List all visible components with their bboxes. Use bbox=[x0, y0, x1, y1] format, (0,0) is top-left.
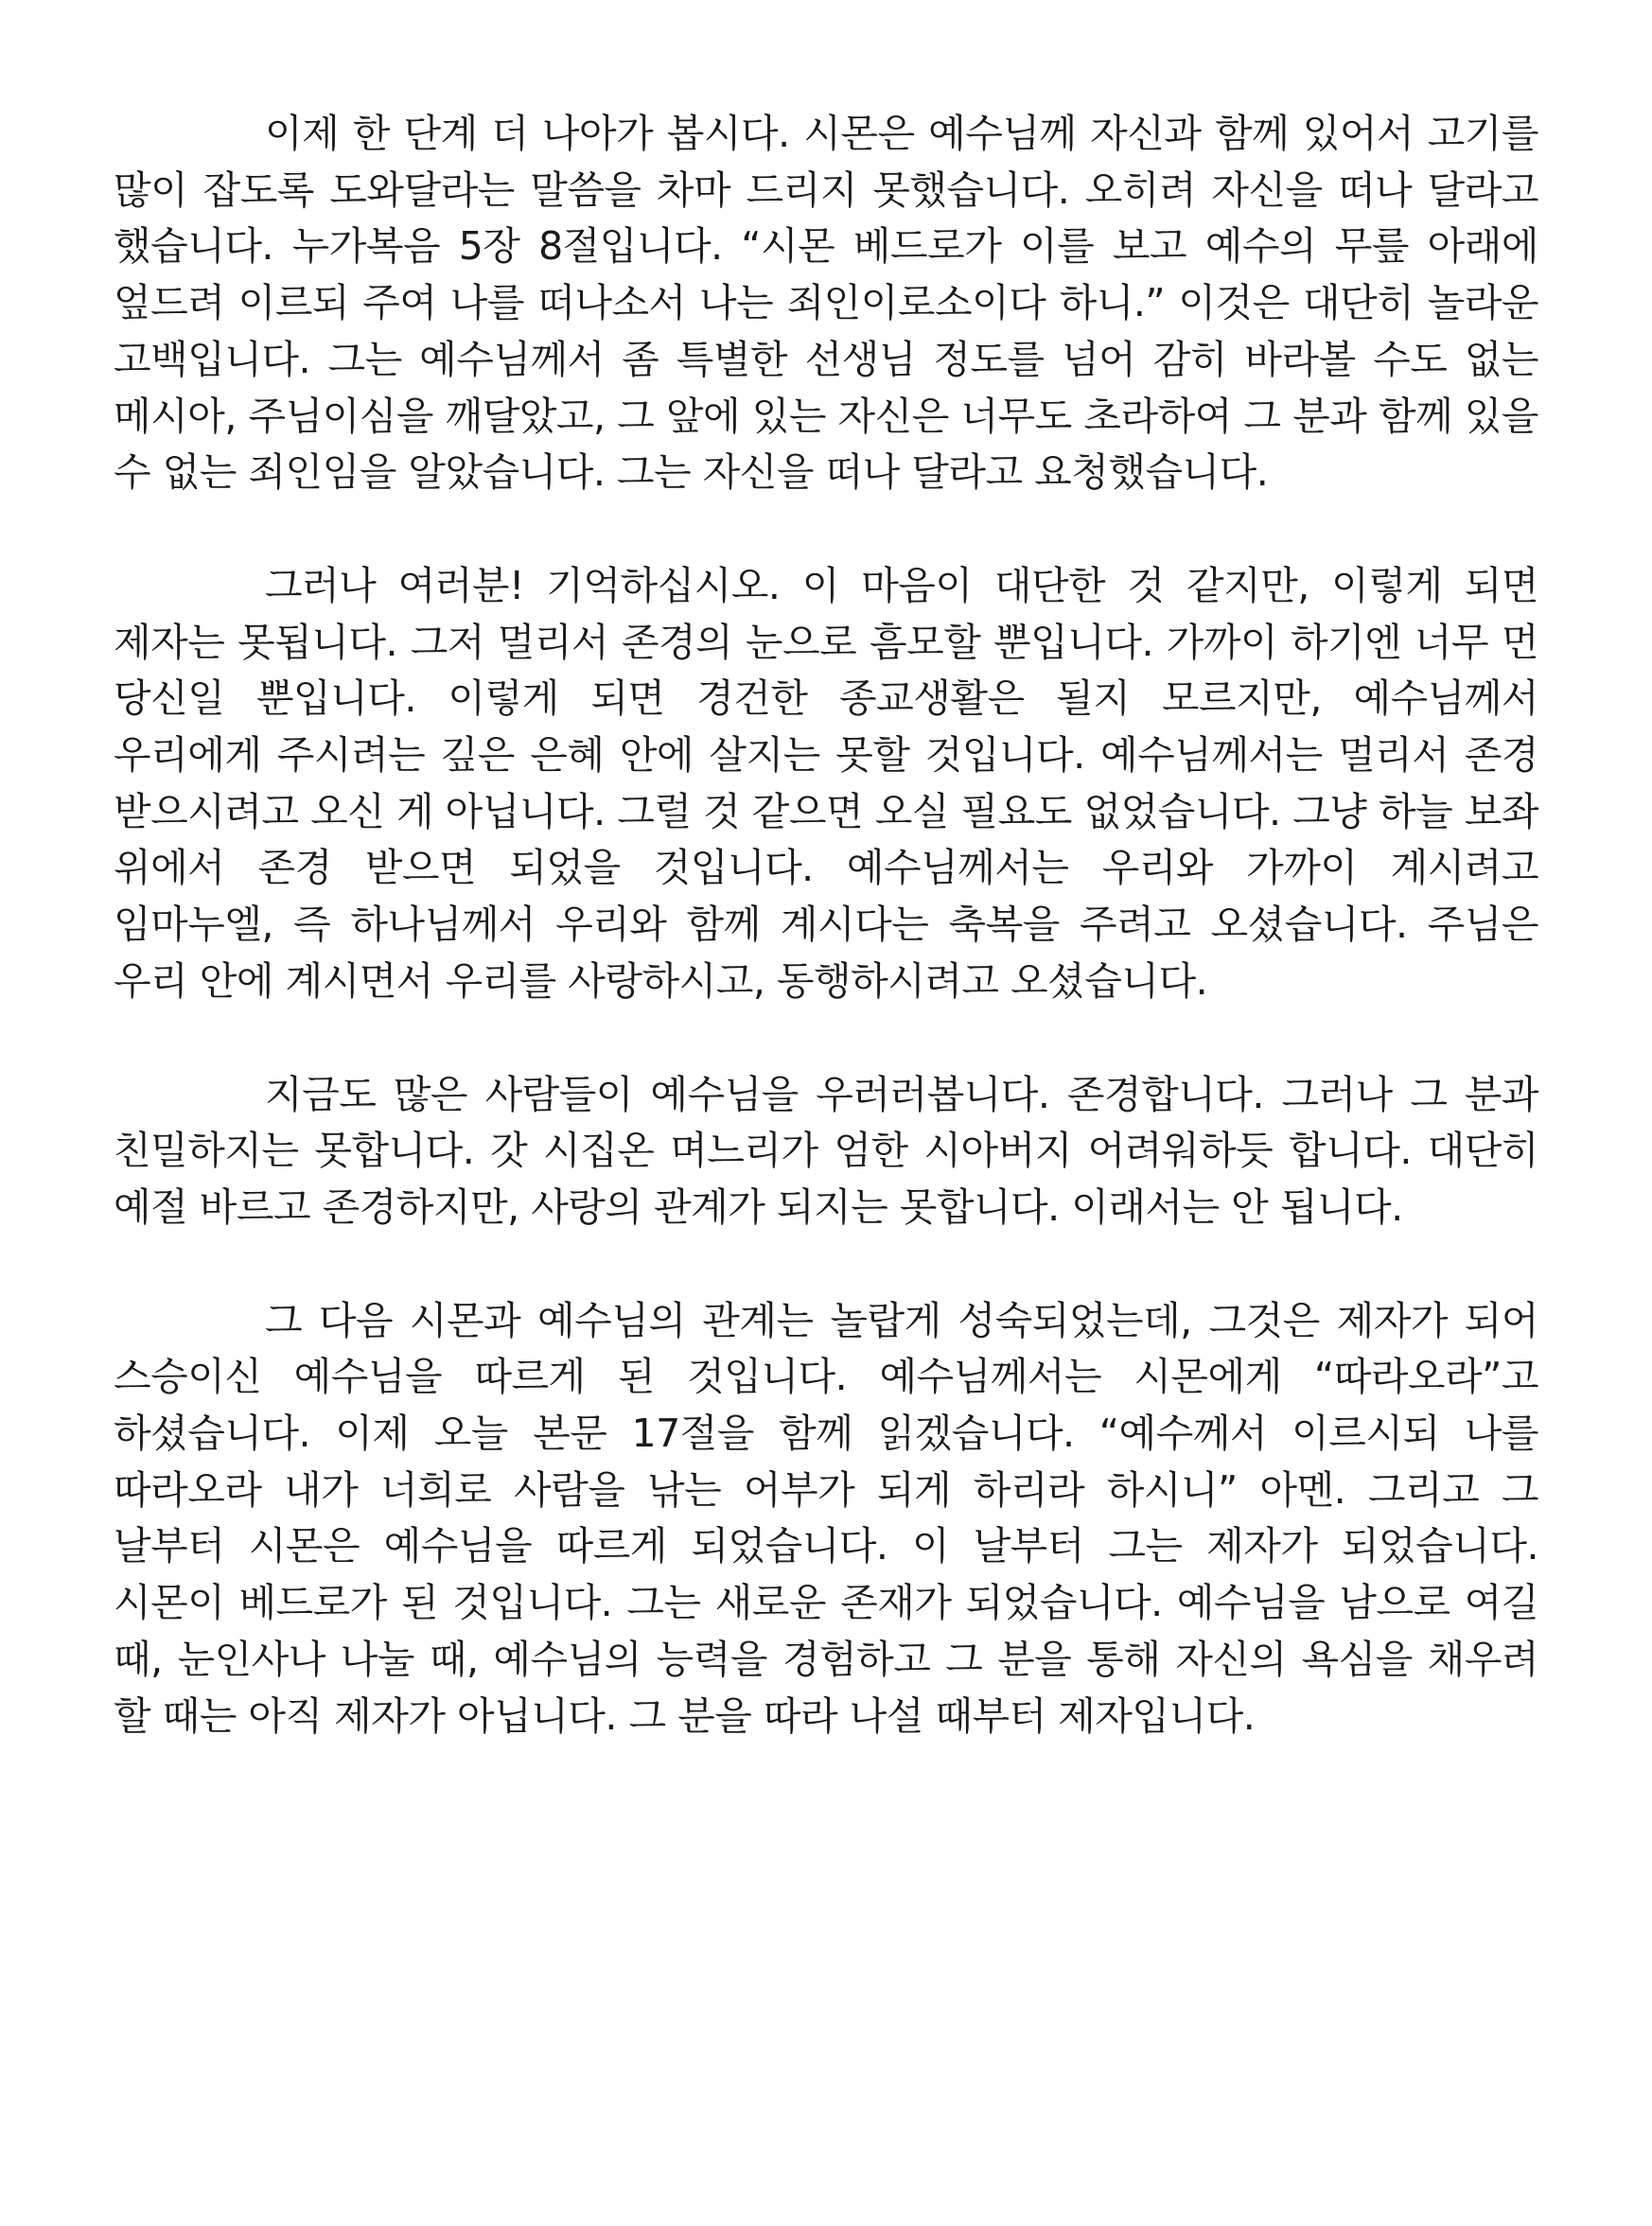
paragraph-3: 지금도 많은 사람들이 예수님을 우러러봅니다. 존경합니다. 그러나 그 분과 친밀하지는 못합니다. 갓 시집온 며느리가 엄한 시아버지 어려워하듯 합니다. 대단히 예절 바르고 존경하지만, 사랑의 관계가 되지는 못합니다. 이래서는 안 됩니다. bbox=[114, 1071, 1538, 1230]
paragraph-2: 그러나 여러분! 기억하십시오. 이 마음이 대단한 것 같지만, 이렇게 되면 제자는 못됩니다. 그저 멀리서 존경의 눈으로 흠모할 뿐입니다. 가까이 하기엔 너무 먼 당신일 뿐입니다. 이렇게 되면 경건한 종교생활은 될지 모르지만, 예수님께서 우리에게 주시려는 깊은 은혜 안에 살지는 못할 것입니다. 예수님께서는 멀리서 존경 받으시려고 오신 게 아닙니다. 그럴 것 같으면 오실 필요도 없었습니다. 그냥 하늘 보좌 위에서 존경 받으면 되었을 것입니다. 예수님께서는 우리와 가까이 계시려고 임마누엘, 즉 하나님께서 우리와 함께 계시다는 축복을 주려고 오셨습니다. 주님은 우리 안에 계시면서 우리를 사랑하시고, 동행하시려고 오셨습니다. bbox=[114, 562, 1538, 1004]
paragraph-1: 이제 한 단계 더 나아가 봅시다. 시몬은 예수님께 자신과 함께 있어서 고기를 많이 잡도록 도와달라는 말씀을 차마 드리지 못했습니다. 오히려 자신을 떠나 달라고 했습니다. 누가복음 5장 8절입니다. “시몬 베드로가 이를 보고 예수의 무릎 아래에 엎드려 이르되 주여 나를 떠나소서 나는 죄인이로소이다 하니.” 이것은 대단히 놀라운 고백입니다. 그는 예수님께서 좀 특별한 선생님 정도를 넘어 감히 바라볼 수도 없는 메시아, 주님이심을 깨달았고, 그 앞에 있는 자신은 너무도 초라하여 그 분과 함께 있을 수 없는 죄인임을 알았습니다. 그는 자신을 떠나 달라고 요청했습니다. bbox=[114, 111, 1538, 496]
paragraph-4: 그 다음 시몬과 예수님의 관계는 놀랍게 성숙되었는데, 그것은 제자가 되어 스승이신 예수님을 따르게 된 것입니다. 예수님께서는 시몬에게 “따라오라”고 하셨습니다. 이제 오늘 본문 17절을 함께 읽겠습니다. “예수께서 이르시되 나를 따라오라 내가 너희로 사람을 낚는 어부가 되게 하리라 하시니” 아멘. 그리고 그 날부터 시몬은 예수님을 따르게 되었습니다. 이 날부터 그는 제자가 되었습니다. 시몬이 베드로가 된 것입니다. 그는 새로운 존재가 되었습니다. 예수님을 남으로 여길 때, 눈인사나 나눌 때, 예수님의 능력을 경험하고 그 분을 통해 자신의 욕심을 채우려 할 때는 아직 제자가 아닙니다. 그 분을 따라 나설 때부터 제자입니다. bbox=[114, 1297, 1538, 1739]
document-page bbox=[114, 106, 1538, 1744]
